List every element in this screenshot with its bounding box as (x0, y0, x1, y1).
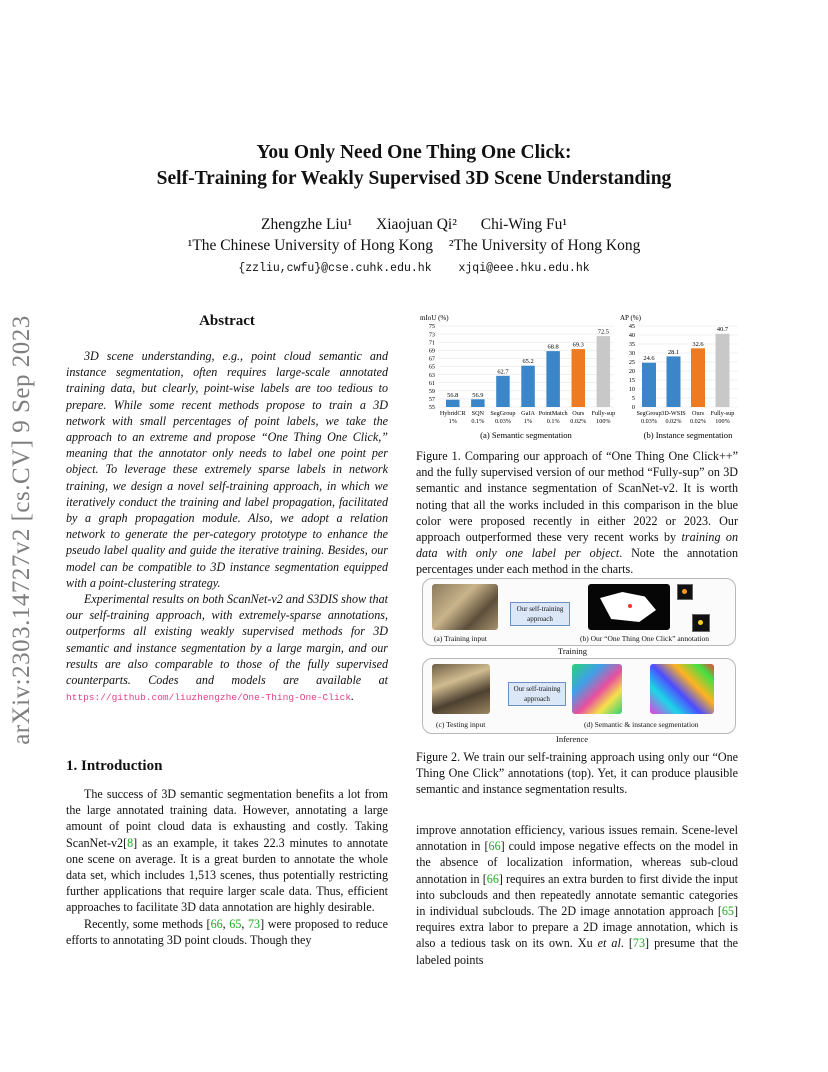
chart-bar (691, 348, 705, 407)
chart-data-label: 68.8 (547, 343, 559, 351)
chart-ytick-label: 15 (628, 377, 635, 385)
zoom-inset (692, 614, 710, 632)
chart-category-label: PointMatch (538, 410, 568, 417)
chart-bar (446, 400, 460, 407)
chart-category-label: Ours (572, 410, 585, 417)
chart-ytick-label: 20 (628, 368, 635, 376)
chart-data-label: 32.6 (692, 340, 704, 348)
chart-category-label: 3D-WSIS (661, 410, 686, 417)
chart-ytick-label: 0 (631, 404, 635, 412)
chart-bar (597, 336, 611, 407)
chart-percentage-label: 0.1% (546, 418, 560, 425)
chart-ytick-label: 75 (428, 323, 435, 331)
author: Chi-Wing Fu¹ (480, 216, 567, 233)
zoom-inset (677, 584, 693, 600)
abstract-heading: Abstract (199, 313, 255, 329)
chart-bar (642, 363, 656, 407)
chart-category-label: Fully-sup (710, 410, 735, 417)
chart-ytick-label: 63 (428, 371, 435, 379)
chart-data-label: 56.9 (472, 391, 484, 399)
chart-ytick-label: 55 (428, 404, 435, 412)
chart-category-label: SegGroup (636, 410, 662, 417)
citation-link[interactable]: 66 (486, 871, 499, 886)
chart-bar (471, 399, 485, 407)
testing-input-image (432, 664, 490, 714)
body-text: ] presume that the labeled points (416, 936, 739, 967)
intro-paragraph-2: Recently, some methods [66, 65, 73] were proposed to reduce efforts to annotating 3D point clouds. Though they (66, 916, 388, 947)
figure-2 (422, 578, 736, 746)
abstract-paragraph-2: Experimental results on both ScanNet-v2 and S3DIS show that our self-training approach, with extremely-sparse annotations, outperforms all existing weakly supervised methods for 3D semantic and instance segmentation by a large margin, and our results are also comparable to those of the fully supervised counterparts. Codes and models are available at https://github.com/liuzhengzhe/One-Thing-One-Click. (66, 592, 388, 704)
title-line-2: Self-Training for Weakly Supervised 3D Scene Understanding (156, 168, 672, 189)
citation-link[interactable]: 8 (127, 835, 134, 850)
chart-percentage-label: 0.02% (690, 418, 706, 425)
label-testing-input: (c) Testing input (436, 720, 486, 729)
body-text: ] requires an extra burden to first divide the input into subclouds and then repeatedly annotate semantic categories in individual subclouds. The 2D image annotation approach [ (416, 871, 739, 919)
chart-bar (667, 356, 681, 407)
chart-ytick-label: 45 (628, 323, 635, 331)
semantic-result-image (572, 664, 622, 714)
affiliations (0, 237, 828, 255)
paper-title (0, 140, 828, 192)
affiliation: ¹The Chinese University of Hong Kong (187, 237, 433, 254)
chart-data-label: 56.8 (447, 392, 459, 400)
intro-body (66, 786, 388, 948)
chart-caption: (a) Semantic segmentation (480, 430, 572, 440)
chart-ytick-label: 30 (628, 350, 635, 358)
caption-emphasis: training on data with only one label per object (416, 530, 738, 561)
chart-percentage-label: 100% (715, 418, 730, 425)
chart-ytick-label: 25 (628, 359, 635, 367)
chart-percentage-label: 0.03% (641, 418, 657, 425)
arxiv-id: arXiv:2303.14727v2 [cs.CV] 9 Sep 2023 (8, 315, 35, 745)
chart-ytick-label: 69 (428, 347, 435, 355)
chart-percentage-label: 0.02% (570, 418, 587, 425)
chart-percentage-label: 0.1% (471, 418, 485, 425)
body-text: ] requires extra labor to prepare a 2D image annotation, which is also a tedious task on its own. Xu (416, 904, 738, 951)
self-training-box: Our self-training approach (508, 682, 566, 706)
instance-result-image (650, 664, 714, 714)
intro-text: ] as an example, it takes 22.3 minutes to annotate one scene on average. It is a great burden to annotate the whole data set, which includes 1,513 scenes, thus potentially restricting further applications that require larger scale data. Thus, efficient approaches to facilitate 3D data annotation are highly desirable. (66, 835, 388, 915)
title-line-1: You Only Need One Thing One Click: (256, 142, 572, 163)
affiliation: ²The University of Hong Kong (448, 237, 641, 254)
chart-category-label: SegGroup (490, 410, 516, 417)
chart-ytick-label: 5 (631, 395, 635, 403)
chart-caption: (b) Instance segmentation (643, 430, 733, 440)
chart-data-label: 40.7 (716, 326, 729, 334)
self-training-box: Our self-training approach (510, 602, 570, 626)
chart-ytick-label: 40 (628, 332, 635, 340)
annotation-image (588, 584, 670, 630)
chart-ytick-label: 65 (428, 363, 435, 371)
chart-data-label: 28.1 (667, 348, 680, 356)
body-text: . [ (620, 936, 633, 951)
caption-text: . Note the annotation percentages under each method in the charts. (416, 546, 738, 577)
chart-ylabel: mIoU (%) (420, 314, 449, 322)
chart-category-label: Ours (691, 410, 705, 417)
abstract-body (66, 348, 388, 706)
chart-ytick-label: 35 (628, 341, 635, 349)
stage-training: Training (558, 646, 587, 656)
citation-link[interactable]: 73 (248, 916, 261, 931)
citation-link[interactable]: 66 (210, 916, 223, 931)
emails (0, 262, 828, 275)
chart-data-label: 24.6 (643, 355, 655, 363)
citation-link[interactable]: 66 (488, 839, 501, 854)
chart-percentage-label: 0.03% (494, 418, 511, 425)
chart-percentage-label: 100% (596, 418, 611, 425)
training-input-image (432, 584, 498, 630)
chart-bar (496, 376, 510, 407)
chart-ytick-label: 73 (428, 331, 435, 339)
figure-1-caption (416, 448, 738, 578)
chart-category-label: Fully-sup (591, 410, 616, 417)
chart-ylabel: AP (%) (620, 314, 641, 322)
abstract-paragraph-1: 3D scene understanding, e.g., point cloud semantic and instance segmentation, often requires large-scale annotated training data, but clearly, point-wise labels are too tedious to prepare. While some recent methods propose to train a 3D network with small percentages of point labels, we take the approach to an extreme and propose “One Thing One Click,” meaning that the annotator only needs to label one point per object. To leverage these extremely sparse labels in network training, we design a novel self-training approach, in which we iteratively conduct the training and label propagation, facilitated by a graph propagation module. Also, we adopt a relation network to generate the per-category prototype to enhance the pseudo label quality and guide the iterative training. Besides, our model can be compatible to 3D instance segmentation equipped with a point-clustering strategy. (66, 349, 388, 590)
chart-category-label: GaIA (521, 410, 535, 417)
chart-bar (546, 351, 560, 407)
chart-percentage-label: 1% (448, 418, 457, 425)
chart-category-label: SQN (471, 410, 485, 417)
arxiv-stamp (2, 300, 42, 760)
right-column-body (416, 822, 738, 968)
chart-percentage-label: 1% (523, 418, 533, 425)
email: xjqi@eee.hku.edu.hk (458, 262, 590, 275)
email: {zzliu,cwfu}@cse.cuhk.edu.hk (238, 262, 432, 275)
chart-ytick-label: 61 (428, 379, 435, 387)
chart-ytick-label: 67 (428, 355, 435, 363)
chart-ytick-label: 59 (428, 388, 435, 395)
intro-heading: 1. Introduction (66, 758, 163, 774)
caption-text: Figure 1. Comparing our approach of “One Thing One Click++” and the fully supervised version of our method “Fully-sup” on 3D semantic and instance segmentation of ScanNet-v2. It is worth noting that all the works included in this comparison in the blue color were proposed recently in either 2022 or 2023. Our approach outperformed these very recent works by (416, 449, 738, 545)
intro-text: Recently, some methods [ (84, 916, 211, 931)
figure-2-caption: Figure 2. We train our self-training approach using only our “One Thing One Click” annotations (top). Yet, it can produce plausible semantic and instance segmentation results. (416, 750, 738, 797)
intro-paragraph-1 (66, 786, 388, 916)
chart-category-label: HybridCR (439, 410, 466, 417)
chart-ytick-label: 57 (428, 396, 435, 404)
chart-ytick-label: 10 (628, 386, 635, 394)
citation-link[interactable]: 65 (721, 904, 734, 919)
chart-bar (716, 334, 730, 407)
citation-link[interactable]: 73 (632, 936, 646, 951)
chart-percentage-label: 0.02% (665, 418, 682, 425)
label-segmentation: (d) Semantic & instance segmentation (584, 720, 699, 729)
intro-text: The success of 3D semantic segmentation benefits a lot from the large annotated training data. However, annotating a large amount of point cloud data is exhausting and costly. Taking ScanNet-v2[ (66, 787, 388, 850)
chart-bar (572, 349, 586, 407)
code-url-link[interactable]: https://github.com/liuzhengzhe/One-Thing-One-Click (66, 692, 352, 704)
author-list (0, 216, 828, 234)
chart-data-label: 62.7 (497, 368, 509, 376)
chart-data-label: 69.3 (572, 341, 584, 349)
abstract-paragraph-2-text: Experimental results on both ScanNet-v2 and S3DIS show that our self-training approach, with extremely-sparse annotations, outperforms all existing weakly supervised methods for 3D semantic and instance segmentation by a large margin, and our results are also comparable to those of the fully supervised counterparts. Codes and models are available at (66, 592, 388, 688)
chart-bar (521, 366, 535, 407)
body-text: improve annotation efficiency, various issues remain. Scene-level annotation in [ (416, 823, 738, 854)
chart-data-label: 72.5 (597, 328, 609, 336)
body-text: ] could impose negative effects on the model in the absence of localization information, whereas sub-cloud annotation in [ (416, 839, 739, 886)
author: Zhengzhe Liu¹ (260, 216, 353, 233)
intro-text: ] were proposed to reduce efforts to annotating 3D point clouds. Though they (66, 916, 388, 947)
author: Xiaojuan Qi² (376, 216, 457, 233)
label-annotation: (b) Our “One Thing One Click” annotation (580, 634, 709, 643)
body-emphasis: et al (597, 936, 621, 951)
label-training-input: (a) Training input (434, 634, 487, 643)
stage-inference: Inference (556, 734, 589, 744)
figure-1-charts (416, 312, 738, 444)
citation-link[interactable]: 65 (229, 916, 242, 931)
chart-data-label: 65.2 (522, 358, 534, 366)
chart-ytick-label: 71 (428, 339, 435, 347)
